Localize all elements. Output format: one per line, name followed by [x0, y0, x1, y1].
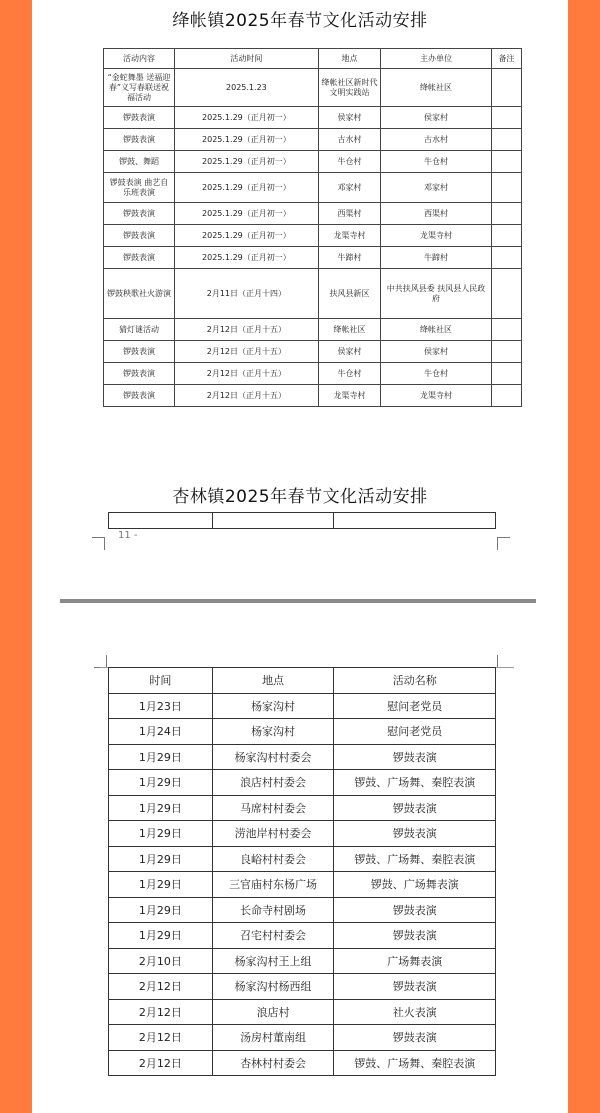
- doc1-table-cell: 邓家村: [318, 173, 380, 203]
- doc1-table-cell: 牛蹄村: [381, 247, 492, 269]
- doc2-table-cell: 锣鼓表演: [334, 744, 496, 770]
- doc2-table-cell: 锣鼓表演: [334, 897, 496, 923]
- doc1-table-cell: [491, 269, 521, 319]
- doc1-table-cell: 西渠村: [318, 203, 380, 225]
- doc1-table-cell: 西渠村: [381, 203, 492, 225]
- doc1-table-cell: 牛仓村: [381, 363, 492, 385]
- doc1-table-cell: 锣鼓秧歌社火游演: [104, 269, 175, 319]
- empty-cell: [109, 513, 213, 529]
- doc1-header-cell: 活动内容: [104, 49, 175, 69]
- doc2-table-row: [109, 897, 496, 923]
- doc1-table-cell: 牛蹄村: [318, 247, 380, 269]
- doc1-table-row: [104, 341, 522, 363]
- doc1-table-row: [104, 225, 522, 247]
- doc1-table-cell: 2025.1.29（正月初一）: [174, 107, 318, 129]
- doc1-table-cell: 古水村: [318, 129, 380, 151]
- doc1-table-row: [104, 151, 522, 173]
- doc2-table-row: [109, 744, 496, 770]
- doc1-table-row: [104, 319, 522, 341]
- page-number: 11 -: [118, 530, 138, 541]
- doc2-table-cell: 锣鼓表演: [334, 923, 496, 949]
- doc2-table-cell: 1月29日: [109, 872, 213, 898]
- doc2-table-cell: 2月12日: [109, 1050, 213, 1076]
- doc1-table-cell: 锣鼓表演: [104, 385, 175, 407]
- doc2-table-row: [109, 719, 496, 745]
- doc1-table-row: [104, 173, 522, 203]
- doc2-table-cell: 2月12日: [109, 974, 213, 1000]
- doc1-table-cell: 锣鼓表演: [104, 203, 175, 225]
- doc1-table-cell: 侯家村: [318, 107, 380, 129]
- doc1-table-cell: 龙渠寺村: [381, 225, 492, 247]
- doc2-table-row: [109, 974, 496, 1000]
- doc2-table-cell: 杏林村村委会: [212, 1050, 334, 1076]
- doc2-table-cell: 锣鼓、广场舞、秦腔表演: [334, 770, 496, 796]
- doc2-header-row: [109, 668, 496, 694]
- doc1-table-cell: 猜灯谜活动: [104, 319, 175, 341]
- doc1-table-row: [104, 385, 522, 407]
- doc1-table-row: [104, 203, 522, 225]
- doc1-table-cell: 2025.1.23: [174, 69, 318, 107]
- doc2-table-cell: 浪店村: [212, 999, 334, 1025]
- doc1-table-cell: 2025.1.29（正月初一）: [174, 129, 318, 151]
- doc1-table-cell: [491, 203, 521, 225]
- doc1-table-cell: [491, 129, 521, 151]
- crop-mark: [92, 537, 105, 550]
- document-page: [32, 0, 568, 1113]
- doc2-table-row: [109, 795, 496, 821]
- doc1-table-cell: [491, 385, 521, 407]
- doc2-table-cell: 锣鼓表演: [334, 974, 496, 1000]
- doc1-header-row: [104, 49, 522, 69]
- doc2-table-row: [109, 999, 496, 1025]
- doc1-table-row: [104, 107, 522, 129]
- doc2-table-cell: 召宅村村委会: [212, 923, 334, 949]
- doc2-table-cell: 1月29日: [109, 821, 213, 847]
- doc1-table-cell: 牛仓村: [318, 363, 380, 385]
- doc2-table-cell: 锣鼓表演: [334, 795, 496, 821]
- doc2-table-row: [109, 770, 496, 796]
- doc1-table-cell: 2025.1.29（正月初一）: [174, 173, 318, 203]
- doc2-table-cell: 慰问老党员: [334, 693, 496, 719]
- doc2-table-cell: 1月29日: [109, 795, 213, 821]
- doc1-table-cell: 锣鼓表演: [104, 247, 175, 269]
- doc1-table-row: [104, 129, 522, 151]
- doc1-table-cell: 2025.1.29（正月初一）: [174, 151, 318, 173]
- doc2-header-cell: 地点: [212, 668, 334, 694]
- doc1-table-row: [104, 269, 522, 319]
- doc1-table-cell: [491, 107, 521, 129]
- doc2-table-cell: 1月29日: [109, 846, 213, 872]
- doc1-header-cell: 备注: [491, 49, 521, 69]
- doc1-table-row: [104, 69, 522, 107]
- doc2-table-row: [109, 1025, 496, 1051]
- doc1-table-cell: 扶风县新区: [318, 269, 380, 319]
- empty-cell: [334, 513, 496, 529]
- doc2-table-cell: 1月24日: [109, 719, 213, 745]
- doc2-table-row: [109, 872, 496, 898]
- doc1-table-cell: 牛仓村: [318, 151, 380, 173]
- doc1-table-cell: 龙渠寺村: [318, 385, 380, 407]
- doc1-table-cell: 锣鼓表演 曲艺自乐班表演: [104, 173, 175, 203]
- doc2-table-cell: 1月23日: [109, 693, 213, 719]
- doc2-table-cell: 长命寺村剧场: [212, 897, 334, 923]
- doc1-table-cell: 2月11日（正月十四）: [174, 269, 318, 319]
- doc1-table-cell: 古水村: [381, 129, 492, 151]
- doc1-table-cell: “金蛇舞墨 送福迎春”义写春联送祝福活动: [104, 69, 175, 107]
- doc1-table-cell: [491, 319, 521, 341]
- doc1-header-cell: 活动时间: [174, 49, 318, 69]
- doc2-table-row: [109, 948, 496, 974]
- doc1-table-cell: 侯家村: [381, 341, 492, 363]
- doc1-table-cell: 锣鼓表演: [104, 129, 175, 151]
- doc2-table-row: [109, 693, 496, 719]
- doc1-table-cell: 侯家村: [381, 107, 492, 129]
- doc1-table-cell: 龙渠寺村: [318, 225, 380, 247]
- doc2-table-cell: 涝池岸村村委会: [212, 821, 334, 847]
- doc2-table-cell: 杨家沟村王上组: [212, 948, 334, 974]
- doc1-table-cell: [491, 341, 521, 363]
- doc1-table-cell: 侯家村: [318, 341, 380, 363]
- doc1-table-cell: 2月12日（正月十五）: [174, 363, 318, 385]
- doc1-table-cell: [491, 247, 521, 269]
- doc2-table-cell: 杨家沟村: [212, 719, 334, 745]
- doc2-table-cell: 1月29日: [109, 744, 213, 770]
- crop-mark: [497, 537, 510, 550]
- doc1-title: 绛帐镇2025年春节文化活动安排: [172, 11, 428, 31]
- doc2-table-cell: 杨家沟村杨西组: [212, 974, 334, 1000]
- doc1-table-row: [104, 363, 522, 385]
- doc2-table-row: [109, 1050, 496, 1076]
- doc1-table-cell: 绛帐社区: [381, 69, 492, 107]
- doc2-table-cell: 锣鼓表演: [334, 821, 496, 847]
- doc1-table-cell: [491, 173, 521, 203]
- doc1-table-cell: 2025.1.29（正月初一）: [174, 247, 318, 269]
- doc2-title: 杏林镇2025年春节文化活动安排: [172, 487, 428, 507]
- doc2-table-top-fragment: [108, 512, 496, 529]
- doc1-table-cell: 2025.1.29（正月初一）: [174, 203, 318, 225]
- doc1-table-cell: [491, 151, 521, 173]
- doc1-table-cell: 牛仓村: [381, 151, 492, 173]
- doc2-table: [108, 667, 496, 1076]
- doc1-table-cell: 2月12日（正月十五）: [174, 385, 318, 407]
- doc1-table-cell: 2月12日（正月十五）: [174, 319, 318, 341]
- doc1-table-cell: 绛帐社区新时代文明实践站: [318, 69, 380, 107]
- doc1-table-cell: 锣鼓、舞蹈: [104, 151, 175, 173]
- left-orange-margin: [0, 0, 32, 1113]
- doc2-table-cell: 杨家沟村: [212, 693, 334, 719]
- empty-cell: [212, 513, 334, 529]
- doc2-table-cell: 慰问老党员: [334, 719, 496, 745]
- doc2-table-row: [109, 846, 496, 872]
- doc2-table-cell: 2月12日: [109, 999, 213, 1025]
- doc2-header-cell: 活动名称: [334, 668, 496, 694]
- doc2-table-cell: 2月10日: [109, 948, 213, 974]
- doc2-table-cell: 广场舞表演: [334, 948, 496, 974]
- doc1-table: [103, 48, 522, 407]
- doc1-table-cell: 邓家村: [381, 173, 492, 203]
- doc1-table-cell: 绛帐社区: [318, 319, 380, 341]
- doc1-table-cell: 绛帐社区: [381, 319, 492, 341]
- doc1-table-cell: 锣鼓表演: [104, 363, 175, 385]
- doc2-table-cell: 锣鼓、广场舞、秦腔表演: [334, 1050, 496, 1076]
- page-break-divider: [60, 599, 536, 603]
- doc2-header-cell: 时间: [109, 668, 213, 694]
- doc1-table-cell: [491, 225, 521, 247]
- doc2-table-cell: 锣鼓表演: [334, 1025, 496, 1051]
- doc2-table-row: [109, 923, 496, 949]
- doc1-table-cell: 锣鼓表演: [104, 225, 175, 247]
- doc1-table-cell: [491, 69, 521, 107]
- doc2-table-row: [109, 821, 496, 847]
- doc1-table-cell: 中共扶风县委 扶风县人民政府: [381, 269, 492, 319]
- doc2-table-cell: 2月12日: [109, 1025, 213, 1051]
- doc1-table-cell: 2月12日（正月十五）: [174, 341, 318, 363]
- doc1-table-cell: 龙渠寺村: [381, 385, 492, 407]
- doc1-table-cell: 锣鼓表演: [104, 341, 175, 363]
- doc2-table-cell: 锣鼓、广场舞表演: [334, 872, 496, 898]
- doc2-table-cell: 1月29日: [109, 923, 213, 949]
- doc2-table-cell: 锣鼓、广场舞、秦腔表演: [334, 846, 496, 872]
- doc2-table-cell: 社火表演: [334, 999, 496, 1025]
- doc2-table-cell: 1月29日: [109, 897, 213, 923]
- doc1-table-row: [104, 247, 522, 269]
- doc1-header-cell: 主办单位: [381, 49, 492, 69]
- doc2-table-cell: 三官庙村东杨广场: [212, 872, 334, 898]
- doc2-table-cell: 良峪村村委会: [212, 846, 334, 872]
- doc2-table-cell: 马席村村委会: [212, 795, 334, 821]
- doc1-header-cell: 地点: [318, 49, 380, 69]
- doc1-table-cell: 2025.1.29（正月初一）: [174, 225, 318, 247]
- right-orange-margin: [568, 0, 600, 1113]
- doc2-table-cell: 浪店村村委会: [212, 770, 334, 796]
- doc2-table-cell: 汤房村董南组: [212, 1025, 334, 1051]
- doc1-table-cell: 锣鼓表演: [104, 107, 175, 129]
- doc1-table-cell: [491, 363, 521, 385]
- doc2-table-cell: 1月29日: [109, 770, 213, 796]
- doc2-table-cell: 杨家沟村村委会: [212, 744, 334, 770]
